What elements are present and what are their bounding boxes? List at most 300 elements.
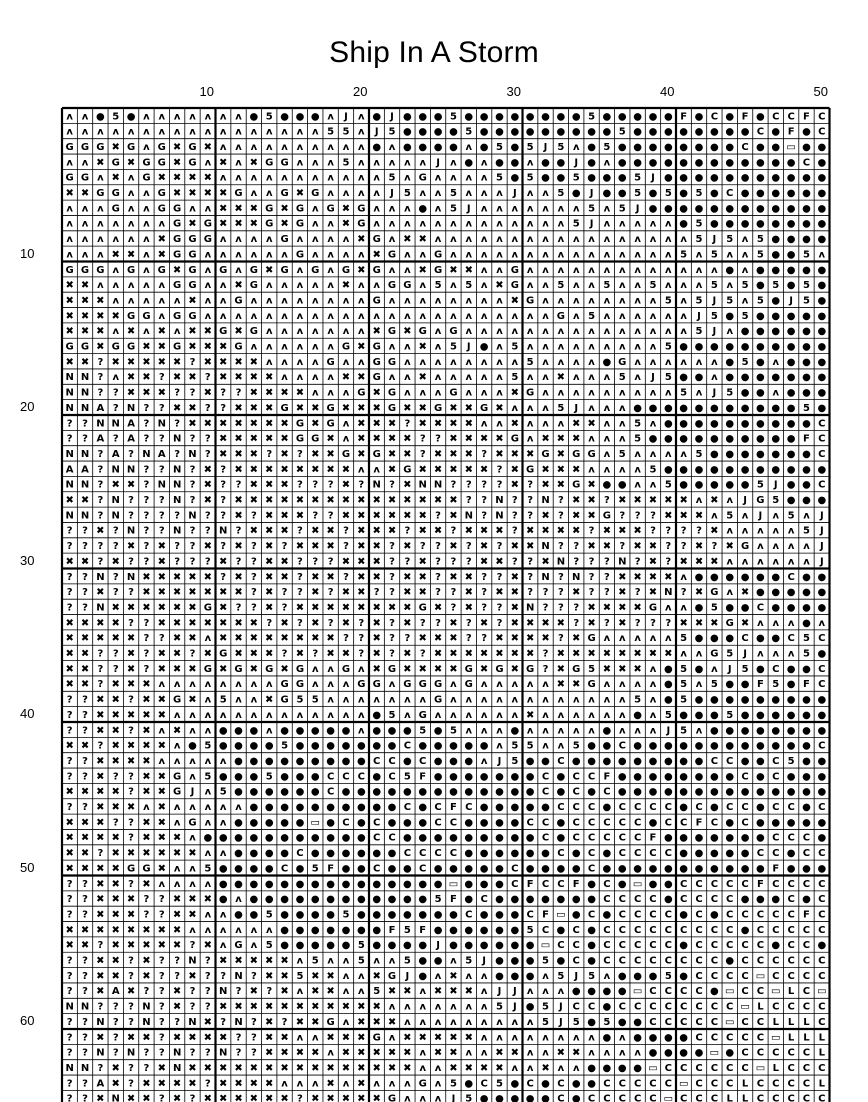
pattern-symbol: 5 <box>588 111 595 122</box>
pattern-symbol: ● <box>480 741 489 752</box>
pattern-symbol: ● <box>695 863 704 874</box>
pattern-symbol: ʌ <box>542 741 549 752</box>
pattern-symbol: ʌ <box>312 295 319 306</box>
pattern-symbol: ● <box>234 725 243 736</box>
pattern-symbol: ʌ <box>220 295 227 306</box>
pattern-symbol: ● <box>802 695 811 706</box>
pattern-symbol: ? <box>174 388 180 399</box>
pattern-symbol: ʌ <box>235 695 242 706</box>
pattern-symbol: ✖ <box>265 541 273 552</box>
pattern-symbol: ʌ <box>634 357 641 368</box>
pattern-symbol: N <box>618 556 626 567</box>
pattern-symbol: ʌ <box>297 265 304 276</box>
pattern-symbol: G <box>188 142 196 153</box>
pattern-symbol: G <box>142 863 150 874</box>
pattern-symbol: ● <box>403 111 412 122</box>
pattern-symbol: ● <box>372 741 381 752</box>
pattern-symbol: ʌ <box>205 633 212 644</box>
pattern-symbol: 5 <box>711 249 718 260</box>
pattern-symbol: ʌ <box>389 265 396 276</box>
pattern-symbol: C <box>588 848 595 859</box>
pattern-symbol: ʌ <box>419 219 426 230</box>
pattern-symbol: ✖ <box>265 388 273 399</box>
pattern-symbol: ʌ <box>573 1032 580 1043</box>
pattern-symbol: G <box>296 664 304 675</box>
pattern-symbol: ✖ <box>296 1002 304 1013</box>
pattern-symbol: ʌ <box>527 326 534 337</box>
pattern-symbol: ✖ <box>434 664 442 675</box>
pattern-symbol: ✖ <box>188 695 196 706</box>
pattern-symbol: ● <box>372 879 381 890</box>
pattern-symbol: ? <box>113 388 119 399</box>
pattern-symbol: ● <box>434 127 443 138</box>
pattern-symbol: ✖ <box>603 526 611 537</box>
pattern-symbol: ● <box>480 787 489 798</box>
pattern-symbol: C <box>818 679 825 690</box>
pattern-symbol: ʌ <box>373 173 380 184</box>
pattern-symbol: J <box>512 1002 517 1013</box>
pattern-symbol: ✖ <box>234 280 242 291</box>
pattern-symbol: ʌ <box>373 157 380 168</box>
pattern-symbol: C <box>695 894 702 905</box>
pattern-symbol: 5 <box>665 480 672 491</box>
pattern-symbol: C <box>803 956 810 967</box>
pattern-symbol: ✖ <box>419 418 427 429</box>
pattern-symbol: ʌ <box>97 173 104 184</box>
pattern-symbol: ʌ <box>327 710 334 721</box>
pattern-symbol: ✖ <box>618 526 626 537</box>
pattern-symbol: ✖ <box>250 203 258 214</box>
pattern-symbol: ✖ <box>342 1032 350 1043</box>
pattern-symbol: ● <box>695 342 704 353</box>
pattern-symbol: C <box>787 833 794 844</box>
pattern-symbol: J <box>589 219 594 230</box>
pattern-symbol: ʌ <box>112 295 119 306</box>
pattern-symbol: ● <box>695 787 704 798</box>
pattern-symbol: ● <box>802 587 811 598</box>
pattern-symbol: ● <box>679 909 688 920</box>
pattern-symbol: ? <box>681 541 687 552</box>
pattern-symbol: G <box>373 234 381 245</box>
pattern-symbol: ✖ <box>81 633 89 644</box>
pattern-symbol: ʌ <box>650 326 657 337</box>
pattern-symbol: ʌ <box>573 372 580 383</box>
pattern-symbol: G <box>511 434 519 445</box>
pattern-symbol: ʌ <box>266 280 273 291</box>
pattern-symbol: ✖ <box>65 940 73 951</box>
pattern-symbol: ʌ <box>435 710 442 721</box>
pattern-symbol: C <box>619 741 626 752</box>
pattern-symbol: ✖ <box>557 679 565 690</box>
pattern-symbol: ? <box>97 372 103 383</box>
pattern-symbol: ● <box>526 863 535 874</box>
pattern-symbol: ʌ <box>680 234 687 245</box>
pattern-symbol: ✖ <box>250 495 258 506</box>
pattern-symbol: ? <box>82 572 88 583</box>
pattern-symbol: ? <box>174 556 180 567</box>
pattern-symbol: G <box>434 679 442 690</box>
pattern-symbol: ʌ <box>466 695 473 706</box>
pattern-symbol: ? <box>481 480 487 491</box>
pattern-symbol: ? <box>159 510 165 521</box>
pattern-symbol: ● <box>679 1048 688 1059</box>
pattern-symbol: ● <box>787 372 796 383</box>
pattern-symbol: ʌ <box>251 695 258 706</box>
pattern-symbol: ʌ <box>66 111 73 122</box>
pattern-symbol: C <box>695 1002 702 1013</box>
pattern-symbol: ● <box>510 848 519 859</box>
pattern-symbol: ʌ <box>205 725 212 736</box>
pattern-symbol: ● <box>756 157 765 168</box>
pattern-symbol: ✖ <box>526 526 534 537</box>
pattern-symbol: ? <box>190 357 196 368</box>
pattern-symbol: ● <box>418 127 427 138</box>
pattern-symbol: G <box>204 234 212 245</box>
pattern-symbol: ● <box>802 894 811 905</box>
pattern-symbol: C <box>787 1048 794 1059</box>
pattern-symbol: ✖ <box>495 587 503 598</box>
pattern-symbol: C <box>465 909 472 920</box>
pattern-symbol: G <box>127 142 135 153</box>
pattern-symbol: 5 <box>680 679 687 690</box>
pattern-symbol: G <box>587 679 595 690</box>
pattern-symbol: ● <box>296 725 305 736</box>
pattern-symbol: ● <box>817 173 826 184</box>
pattern-symbol: ʌ <box>680 280 687 291</box>
pattern-symbol: F <box>803 909 810 920</box>
pattern-symbol: C <box>757 1094 764 1102</box>
pattern-symbol: 5 <box>496 1002 503 1013</box>
pattern-symbol: C <box>665 925 672 936</box>
pattern-symbol: J <box>773 480 778 491</box>
pattern-symbol: ✖ <box>587 649 595 660</box>
pattern-symbol: ▭ <box>771 1032 780 1043</box>
pattern-symbol: ? <box>205 510 211 521</box>
pattern-symbol: ✖ <box>265 403 273 414</box>
pattern-symbol: ● <box>802 572 811 583</box>
pattern-symbol: G <box>188 234 196 245</box>
pattern-symbol: ? <box>113 1017 119 1028</box>
pattern-symbol: C <box>695 1078 702 1089</box>
pattern-symbol: ● <box>756 756 765 767</box>
pattern-symbol: ✖ <box>372 403 380 414</box>
pattern-symbol: ● <box>649 787 658 798</box>
pattern-symbol: G <box>188 311 196 322</box>
pattern-symbol: ● <box>250 894 259 905</box>
pattern-symbol: ʌ <box>527 280 534 291</box>
pattern-symbol: ● <box>817 357 826 368</box>
pattern-symbol: L <box>819 1078 826 1089</box>
pattern-symbol: ʌ <box>588 403 595 414</box>
pattern-symbol: ✖ <box>250 372 258 383</box>
pattern-symbol: ʌ <box>481 157 488 168</box>
pattern-symbol: ● <box>418 879 427 890</box>
pattern-symbol: C <box>619 1094 626 1102</box>
pattern-symbol: ✖ <box>188 572 196 583</box>
pattern-symbol: ʌ <box>112 372 119 383</box>
pattern-symbol: ✖ <box>419 464 427 475</box>
pattern-symbol: ✖ <box>127 1094 135 1102</box>
pattern-symbol: ● <box>787 311 796 322</box>
pattern-symbol: ● <box>372 725 381 736</box>
pattern-symbol: C <box>665 1017 672 1028</box>
pattern-symbol: ● <box>710 802 719 813</box>
pattern-symbol: C <box>665 1078 672 1089</box>
pattern-symbol: 5 <box>573 173 580 184</box>
pattern-symbol: C <box>772 833 779 844</box>
pattern-symbol: ʌ <box>696 357 703 368</box>
pattern-symbol: C <box>711 756 718 767</box>
pattern-symbol: ● <box>480 940 489 951</box>
pattern-symbol: ✖ <box>265 510 273 521</box>
pattern-symbol: ✖ <box>388 1048 396 1059</box>
pattern-symbol: N <box>127 403 135 414</box>
pattern-symbol: ● <box>771 127 780 138</box>
pattern-symbol: ● <box>679 802 688 813</box>
pattern-symbol: 5 <box>465 127 472 138</box>
pattern-symbol: ✖ <box>526 449 534 460</box>
pattern-symbol: ● <box>787 710 796 721</box>
pattern-symbol: ? <box>159 372 165 383</box>
pattern-symbol: ? <box>558 587 564 598</box>
pattern-symbol: ✖ <box>204 388 212 399</box>
pattern-symbol: ● <box>695 434 704 445</box>
pattern-symbol: ✖ <box>526 633 534 644</box>
pattern-symbol: ? <box>282 649 288 660</box>
pattern-symbol: ? <box>451 556 457 567</box>
pattern-symbol: ● <box>311 787 320 798</box>
pattern-symbol: ● <box>311 879 320 890</box>
pattern-symbol: ✖ <box>250 526 258 537</box>
pattern-symbol: ? <box>67 541 73 552</box>
pattern-symbol: ● <box>710 219 719 230</box>
pattern-symbol: L <box>757 1002 764 1013</box>
pattern-symbol: ʌ <box>419 1017 426 1028</box>
pattern-symbol: ʌ <box>680 295 687 306</box>
pattern-symbol: 5 <box>726 649 733 660</box>
pattern-symbol: ● <box>572 863 581 874</box>
pattern-symbol: ✖ <box>572 649 580 660</box>
pattern-symbol: ● <box>587 940 596 951</box>
pattern-symbol: ✖ <box>158 1078 166 1089</box>
pattern-symbol: ● <box>603 188 612 199</box>
pattern-symbol: ʌ <box>742 249 749 260</box>
pattern-symbol: ✖ <box>557 464 565 475</box>
pattern-symbol: ● <box>802 602 811 613</box>
pattern-symbol: ✖ <box>265 265 273 276</box>
pattern-symbol: ʌ <box>66 157 73 168</box>
pattern-symbol: ● <box>679 710 688 721</box>
pattern-symbol: ✖ <box>342 203 350 214</box>
pattern-symbol: ● <box>771 188 780 199</box>
pattern-symbol: ✖ <box>419 510 427 521</box>
pattern-symbol: ● <box>311 725 320 736</box>
pattern-symbol: G <box>158 142 166 153</box>
pattern-symbol: J <box>481 956 486 967</box>
pattern-symbol: ʌ <box>650 679 657 690</box>
pattern-symbol: ? <box>312 510 318 521</box>
pattern-symbol: ʌ <box>143 234 150 245</box>
pattern-symbol: ? <box>650 526 656 537</box>
pattern-symbol: L <box>803 1032 810 1043</box>
pattern-symbol: ✖ <box>465 434 473 445</box>
pattern-symbol: ʌ <box>343 434 350 445</box>
pattern-symbol: ● <box>649 157 658 168</box>
pattern-symbol: C <box>803 157 810 168</box>
pattern-symbol: ʌ <box>312 127 319 138</box>
pattern-symbol: ʌ <box>512 326 519 337</box>
pattern-symbol: ● <box>771 326 780 337</box>
pattern-symbol: ʌ <box>558 342 565 353</box>
pattern-symbol: ✖ <box>449 265 457 276</box>
pattern-symbol: N <box>65 372 73 383</box>
pattern-symbol: ● <box>280 894 289 905</box>
pattern-symbol: 5 <box>742 280 749 291</box>
pattern-symbol: ? <box>389 572 395 583</box>
pattern-symbol: ● <box>649 142 658 153</box>
pattern-symbol: ✖ <box>250 1002 258 1013</box>
pattern-symbol: ● <box>480 925 489 936</box>
pattern-symbol: ʌ <box>481 756 488 767</box>
pattern-symbol: ✖ <box>603 602 611 613</box>
pattern-symbol: ● <box>480 771 489 782</box>
pattern-symbol: ✖ <box>326 1078 334 1089</box>
pattern-symbol: ● <box>649 971 658 982</box>
pattern-symbol: ? <box>220 388 226 399</box>
pattern-symbol: ✖ <box>173 357 181 368</box>
pattern-symbol: 5 <box>711 280 718 291</box>
pattern-symbol: ʌ <box>527 188 534 199</box>
pattern-symbol: ʌ <box>404 710 411 721</box>
pattern-symbol: ● <box>296 863 305 874</box>
pattern-symbol: ? <box>174 510 180 521</box>
pattern-symbol: ? <box>159 956 165 967</box>
pattern-symbol: ʌ <box>82 111 89 122</box>
pattern-symbol: G <box>173 280 181 291</box>
pattern-symbol: ʌ <box>435 971 442 982</box>
pattern-symbol: ? <box>358 649 364 660</box>
pattern-symbol: ● <box>510 894 519 905</box>
pattern-symbol: C <box>603 787 610 798</box>
pattern-symbol: G <box>526 388 534 399</box>
pattern-symbol: ✖ <box>403 326 411 337</box>
pattern-symbol: G <box>204 664 212 675</box>
pattern-symbol: ʌ <box>220 925 227 936</box>
pattern-symbol: ✖ <box>511 449 519 460</box>
pattern-symbol: ● <box>710 127 719 138</box>
pattern-symbol: ✖ <box>296 541 304 552</box>
pattern-symbol: ʌ <box>512 1032 519 1043</box>
pattern-symbol: ✖ <box>265 556 273 567</box>
pattern-symbol: ✖ <box>403 986 411 997</box>
pattern-symbol: C <box>526 817 533 828</box>
pattern-symbol: ● <box>495 802 504 813</box>
pattern-symbol: ? <box>144 434 150 445</box>
pattern-symbol: ● <box>771 249 780 260</box>
pattern-symbol: ʌ <box>773 526 780 537</box>
pattern-symbol: ● <box>664 695 673 706</box>
pattern-symbol: ʌ <box>327 280 334 291</box>
pattern-symbol: ✖ <box>434 986 442 997</box>
pattern-symbol: ● <box>633 756 642 767</box>
pattern-symbol: ● <box>342 925 351 936</box>
pattern-symbol: C <box>634 894 641 905</box>
pattern-symbol: ✖ <box>142 756 150 767</box>
pattern-symbol: ʌ <box>297 234 304 245</box>
pattern-symbol: ✖ <box>250 418 258 429</box>
pattern-symbol: ● <box>434 879 443 890</box>
pattern-symbol: ʌ <box>542 342 549 353</box>
pattern-symbol: ʌ <box>542 295 549 306</box>
pattern-symbol: ✖ <box>173 602 181 613</box>
pattern-symbol: ✖ <box>572 495 580 506</box>
pattern-symbol: ? <box>220 510 226 521</box>
pattern-symbol: ? <box>82 802 88 813</box>
pattern-symbol: N <box>112 1094 120 1102</box>
pattern-symbol: ✖ <box>557 480 565 491</box>
pattern-symbol: ✖ <box>250 403 258 414</box>
pattern-symbol: ● <box>403 756 412 767</box>
pattern-symbol: ✖ <box>158 602 166 613</box>
pattern-symbol: ? <box>497 464 503 475</box>
pattern-symbol: ? <box>297 449 303 460</box>
pattern-symbol: C <box>818 127 825 138</box>
pattern-symbol: C <box>649 986 656 997</box>
pattern-symbol: C <box>818 111 825 122</box>
pattern-symbol: ● <box>326 879 335 890</box>
pattern-symbol: N <box>81 510 89 521</box>
pattern-symbol: ʌ <box>558 1063 565 1074</box>
pattern-symbol: G <box>188 817 196 828</box>
pattern-symbol: ʌ <box>435 342 442 353</box>
pattern-symbol: ✖ <box>296 495 304 506</box>
pattern-symbol: 5 <box>757 234 764 245</box>
pattern-symbol: ʌ <box>373 203 380 214</box>
pattern-symbol: ? <box>343 541 349 552</box>
pattern-symbol: ✖ <box>403 572 411 583</box>
pattern-symbol: ▭ <box>786 142 795 153</box>
pattern-symbol: C <box>619 1002 626 1013</box>
pattern-symbol: ● <box>664 127 673 138</box>
pattern-symbol: ✖ <box>219 372 227 383</box>
pattern-symbol: ʌ <box>159 280 166 291</box>
pattern-symbol: ✖ <box>265 587 273 598</box>
pattern-symbol: ● <box>603 756 612 767</box>
pattern-symbol: ● <box>418 833 427 844</box>
pattern-symbol: ʌ <box>174 802 181 813</box>
pattern-symbol: ʌ <box>481 311 488 322</box>
pattern-symbol: ✖ <box>710 618 718 629</box>
pattern-symbol: ✖ <box>311 1002 319 1013</box>
pattern-symbol: ʌ <box>128 295 135 306</box>
pattern-symbol: ● <box>817 725 826 736</box>
pattern-symbol: ? <box>635 556 641 567</box>
pattern-symbol: ? <box>466 495 472 506</box>
pattern-symbol: ● <box>649 111 658 122</box>
pattern-symbol: ● <box>510 725 519 736</box>
pattern-symbol: ✖ <box>372 526 380 537</box>
pattern-symbol: ● <box>526 971 535 982</box>
pattern-symbol: ʌ <box>297 173 304 184</box>
pattern-symbol: C <box>542 879 549 890</box>
pattern-symbol: ʌ <box>542 971 549 982</box>
pattern-symbol: C <box>680 986 687 997</box>
pattern-symbol: ● <box>679 771 688 782</box>
pattern-symbol: ʌ <box>573 265 580 276</box>
pattern-symbol: ʌ <box>604 388 611 399</box>
pattern-symbol: ✖ <box>357 510 365 521</box>
pattern-symbol: ʌ <box>726 326 733 337</box>
